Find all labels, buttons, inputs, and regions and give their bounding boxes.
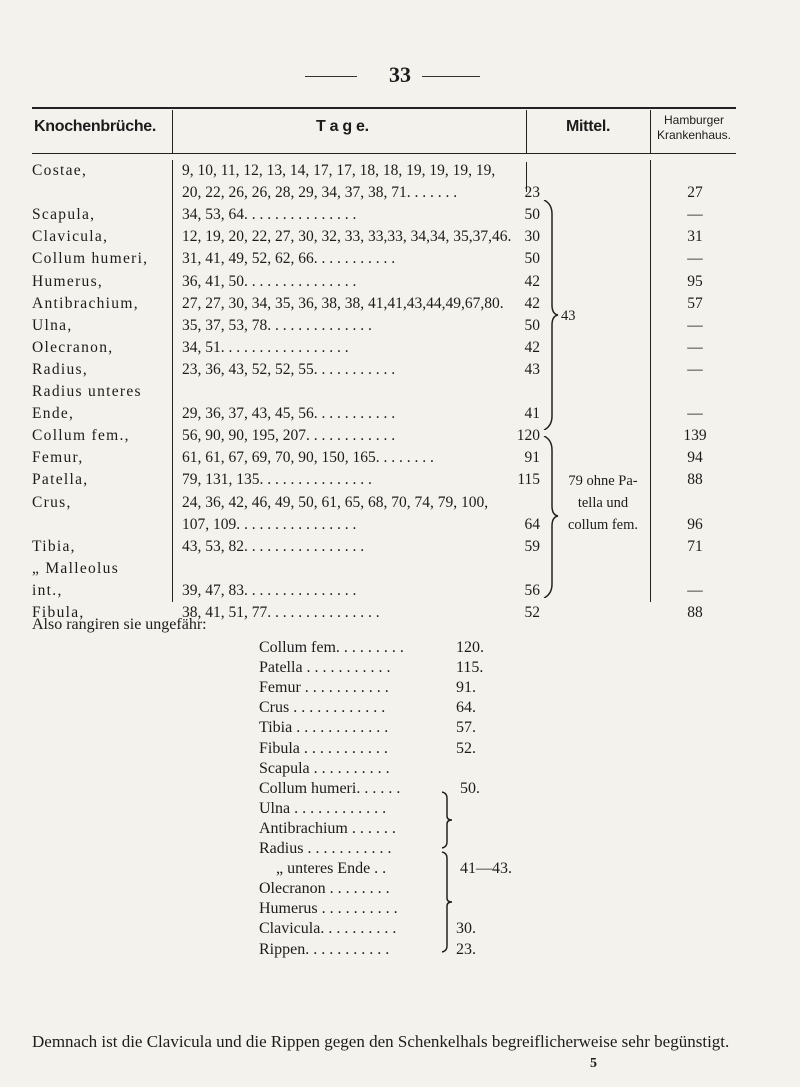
closing-paragraph: Demnach ist die Clavicula und die Rippen gegen den Schenkelhals begreiflicherweise sehr begünstigt. bbox=[32, 1032, 730, 1051]
ranking-value: 41—43. bbox=[460, 860, 512, 878]
row-bone: Femur, bbox=[32, 449, 84, 467]
row-hamburg: — bbox=[687, 360, 703, 378]
header-divider-3 bbox=[650, 110, 651, 154]
row-days: 38, 41, 51, 77. . . . . . . . . . . . . . . bbox=[182, 604, 380, 621]
table-top-rule bbox=[32, 107, 736, 109]
ranking-name: Fibula . . . . . . . . . . . bbox=[259, 739, 388, 757]
ranking-name: Scapula . . . . . . . . . . bbox=[259, 759, 390, 777]
row-bone: Tibia, bbox=[32, 537, 76, 555]
row-days: 107, 109. . . . . . . . . . . . . . . . bbox=[182, 515, 357, 533]
ranking-name: Radius . . . . . . . . . . . bbox=[259, 840, 392, 857]
row-hamburg: 95 bbox=[687, 272, 703, 290]
row-bone: Ende, bbox=[32, 405, 75, 423]
row-bone: Patella, bbox=[32, 471, 89, 489]
row-mean: 41 bbox=[524, 405, 540, 423]
row-days: 36, 41, 50. . . . . . . . . . . . . . . bbox=[182, 272, 357, 290]
row-hamburg: — bbox=[687, 250, 703, 268]
row-bone: Radius unteres bbox=[32, 383, 142, 400]
row-hamburg: 94 bbox=[687, 449, 703, 467]
page-number: 33 bbox=[389, 62, 411, 87]
row-hamburg: 88 bbox=[687, 604, 703, 621]
row-days: 23, 36, 43, 52, 52, 55. . . . . . . . . . . bbox=[182, 360, 396, 378]
header-days: T a g e. bbox=[316, 118, 369, 135]
row-hamburg: 27 bbox=[687, 184, 703, 202]
row-days: 79, 131, 135. . . . . . . . . . . . . . . bbox=[182, 471, 372, 489]
row-mean: 50 bbox=[524, 316, 540, 334]
row-mean: 91 bbox=[524, 449, 540, 467]
row-mean: 43 bbox=[524, 360, 540, 378]
row-mean: 42 bbox=[524, 338, 540, 356]
table-header-rule bbox=[32, 153, 736, 154]
row-days: 39, 47, 83. . . . . . . . . . . . . . . bbox=[182, 581, 357, 599]
row-days: 35, 37, 53, 78. . . . . . . . . . . . . . bbox=[182, 316, 372, 334]
row-days: 20, 22, 26, 26, 28, 29, 34, 37, 38, 71. . . . . . . bbox=[182, 184, 458, 202]
row-days: 34, 53, 64. . . . . . . . . . . . . . . bbox=[182, 206, 357, 224]
header-bone: Knochenbrüche. bbox=[34, 118, 157, 135]
row-bone: Radius, bbox=[32, 360, 89, 378]
row-mean: 52 bbox=[524, 604, 540, 621]
header-mean: Mittel. bbox=[566, 118, 611, 135]
row-days: 31, 41, 49, 52, 62, 66. . . . . . . . . . . bbox=[182, 250, 396, 268]
row-hamburg: — bbox=[687, 581, 703, 599]
header-hamburg-line2: Krankenhaus. bbox=[656, 128, 732, 142]
ranking-name: Humerus . . . . . . . . . . bbox=[259, 900, 398, 918]
row-bone: Clavicula, bbox=[32, 228, 109, 246]
ranking-value: 23. bbox=[456, 940, 476, 958]
row-hamburg: 71 bbox=[687, 537, 703, 555]
brace-lower-line3: collum fem. bbox=[567, 517, 639, 533]
ranking-name: Crus . . . . . . . . . . . . bbox=[259, 699, 386, 717]
row-days: 43, 53, 82. . . . . . . . . . . . . . . . bbox=[182, 537, 365, 555]
row-bone: Collum humeri, bbox=[32, 250, 149, 268]
row-hamburg: — bbox=[687, 316, 703, 334]
row-mean: 115 bbox=[517, 471, 540, 489]
ranking-name: Ulna . . . . . . . . . . . . bbox=[259, 799, 387, 817]
header-divider-1 bbox=[172, 110, 173, 154]
ranking-brace-1 bbox=[440, 790, 454, 850]
ranking-name: Antibrachium . . . . . . bbox=[259, 819, 396, 837]
ranking-name: „ unteres Ende . . bbox=[276, 860, 387, 878]
row-mean: 120 bbox=[516, 427, 540, 445]
row-bone: Costae, bbox=[32, 162, 88, 179]
row-mean: 50 bbox=[524, 250, 540, 268]
mean-brace-lower bbox=[540, 436, 560, 598]
row-bone: int., bbox=[32, 581, 63, 599]
header-divider-2 bbox=[526, 110, 527, 154]
row-days: 27, 27, 30, 34, 35, 36, 38, 38, 41,41,43,44,49,67,80. bbox=[182, 294, 504, 312]
row-hamburg: 139 bbox=[683, 427, 707, 445]
row-mean: 42 bbox=[524, 272, 540, 290]
row-days: 9, 10, 11, 12, 13, 14, 17, 17, 18, 18, 19, 19, 19, 19, bbox=[182, 162, 496, 179]
row-hamburg: 57 bbox=[687, 294, 703, 312]
ranking-name: Collum humeri. . . . . . bbox=[259, 779, 401, 797]
row-bone: Humerus, bbox=[32, 272, 104, 290]
ranking-value: 52. bbox=[456, 739, 476, 757]
row-bone: Crus, bbox=[32, 493, 72, 511]
row-mean: 59 bbox=[524, 537, 540, 555]
row-days: 24, 36, 42, 46, 49, 50, 61, 65, 68, 70, 74, 79, 100, bbox=[182, 493, 489, 511]
row-bone: „ Malleolus bbox=[32, 559, 120, 577]
row-hamburg: 31 bbox=[687, 228, 703, 246]
ranking-name: Clavicula. . . . . . . . . . bbox=[259, 920, 397, 938]
ranking-name: Tibia . . . . . . . . . . . . bbox=[259, 719, 389, 737]
row-days: 12, 19, 20, 22, 27, 30, 32, 33, 33,33, 34,34, 35,37,46. bbox=[182, 228, 512, 246]
row-hamburg: 96 bbox=[687, 515, 703, 533]
row-bone: Antibrachium, bbox=[32, 294, 139, 312]
page-number-rule-right bbox=[422, 76, 480, 77]
row-bone: Ulna, bbox=[32, 316, 73, 334]
ranking-intro: Also rangiren sie ungefähr: bbox=[32, 616, 207, 633]
ranking-value: 30. bbox=[456, 920, 476, 938]
row-days: 56, 90, 90, 195, 207. . . . . . . . . . . . bbox=[182, 427, 396, 445]
row-hamburg: 88 bbox=[687, 471, 703, 489]
ranking-name: Rippen. . . . . . . . . . . bbox=[259, 940, 390, 958]
row-hamburg: — bbox=[687, 206, 703, 224]
ranking-brace-2 bbox=[440, 850, 454, 954]
row-mean: 56 bbox=[524, 581, 540, 599]
ranking-name: Femur . . . . . . . . . . . bbox=[259, 679, 389, 697]
ranking-value: 91. bbox=[456, 679, 476, 697]
ranking-name: Collum fem. . . . . . . . . bbox=[259, 639, 404, 656]
row-bone: Collum fem., bbox=[32, 427, 130, 445]
row-hamburg: — bbox=[687, 338, 703, 356]
row-mean: 23 bbox=[524, 184, 540, 202]
row-mean: 42 bbox=[524, 294, 540, 312]
mean-brace-upper-label: 43 bbox=[561, 308, 576, 324]
header-hamburg bbox=[653, 113, 735, 143]
ranking-value: 115. bbox=[456, 659, 484, 677]
row-days: 34, 51. . . . . . . . . . . . . . . . . bbox=[182, 338, 349, 356]
brace-lower-line2: tella und bbox=[577, 495, 629, 511]
ranking-value: 120. bbox=[456, 639, 484, 656]
row-days: 61, 61, 67, 69, 70, 90, 150, 165. . . . . . . . bbox=[182, 449, 434, 467]
mean-brace-lower-label bbox=[558, 470, 648, 536]
ranking-name: Olecranon . . . . . . . . bbox=[259, 880, 390, 898]
ranking-value: 50. bbox=[460, 779, 480, 797]
row-hamburg: — bbox=[687, 405, 703, 423]
brace-lower-line1: 79 ohne Pa- bbox=[568, 473, 638, 489]
ranking-name: Patella . . . . . . . . . . . bbox=[259, 659, 391, 677]
row-days: 29, 36, 37, 43, 45, 56. . . . . . . . . . . bbox=[182, 405, 396, 423]
row-mean: 30 bbox=[524, 228, 540, 246]
row-mean: 64 bbox=[524, 515, 540, 533]
ranking-value: 64. bbox=[456, 699, 476, 717]
row-bone: Fibula, bbox=[32, 604, 85, 621]
signature-mark: 5 bbox=[590, 1056, 597, 1071]
row-bone: Scapula, bbox=[32, 206, 96, 224]
column-divider-1 bbox=[172, 160, 173, 602]
ranking-value: 57. bbox=[456, 719, 476, 737]
column-divider-3 bbox=[650, 160, 651, 602]
header-hamburg-line1: Hamburger bbox=[663, 113, 725, 127]
row-bone: Olecranon, bbox=[32, 338, 114, 356]
mean-brace-upper bbox=[540, 200, 560, 430]
row-mean: 50 bbox=[524, 206, 540, 224]
